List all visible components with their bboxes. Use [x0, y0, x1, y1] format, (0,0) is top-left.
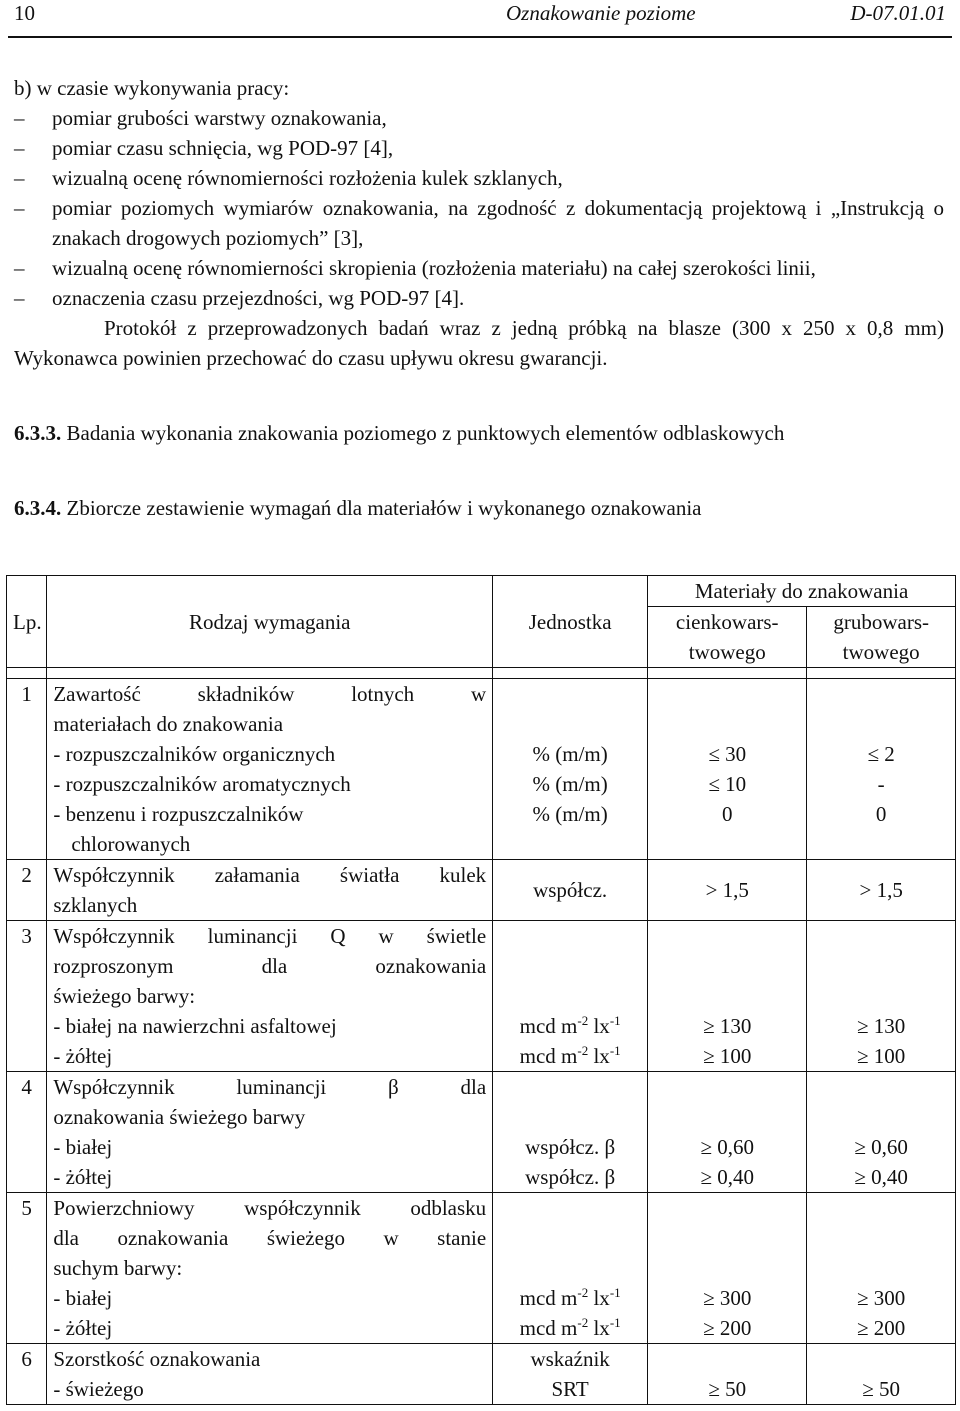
row-requirement: [47, 1344, 493, 1405]
row-thick: [807, 1072, 956, 1193]
list-item: – wizualną ocenę równomierności skropienia (rozłożenia materiału) na całej szerokości linii,: [14, 253, 944, 283]
row-requirement: [47, 1193, 493, 1344]
unit-exp: -1: [609, 1043, 621, 1058]
row-thin: ≥ 50: [648, 1344, 807, 1405]
thin-value: ≥ 0,60: [700, 1135, 754, 1159]
unit-value: [499, 1283, 641, 1313]
table-row: [7, 1072, 956, 1193]
row-unit: [493, 1344, 648, 1405]
unit-base: lx: [588, 1014, 610, 1038]
thick-value: ≥ 0,40: [854, 1165, 908, 1189]
row-thin: > 1,5: [648, 860, 807, 921]
row-lp: 1: [7, 679, 47, 860]
row-title: Współczynnik załamania światła kulek: [53, 863, 487, 887]
unit-exp: -2: [577, 1043, 589, 1058]
unit-value: % (m/m): [532, 742, 608, 766]
page-header: [0, 0, 960, 40]
row-title-cont: materiałach do znakowania: [53, 712, 284, 736]
thin-value: ≥ 100: [703, 1044, 752, 1068]
thick-value: ≥ 300: [857, 1286, 906, 1310]
row-thin: [648, 1072, 807, 1193]
unit-base: mcd m: [519, 1286, 578, 1310]
row-sub: - białej na nawierzchni asfaltowej: [53, 1014, 337, 1038]
unit-base: mcd m: [519, 1044, 578, 1068]
table-row: [7, 921, 956, 1072]
row-sub: - białej: [53, 1135, 113, 1159]
table-row: [7, 1344, 956, 1405]
unit-value: współcz. β: [525, 1165, 616, 1189]
check-list: [14, 103, 944, 313]
row-thick: > 1,5: [807, 860, 956, 921]
header-thin-line1: cienkowars-: [675, 610, 779, 634]
table-row: [7, 860, 956, 921]
row-unit: współcz.: [493, 860, 648, 921]
header-unit: Jednostka: [493, 576, 648, 668]
row-title: Szorstkość oznakowania: [53, 1347, 261, 1371]
unit-value: SRT: [551, 1377, 589, 1401]
thin-value: ≤ 10: [708, 772, 747, 796]
row-title: Zawartość składników lotnych w: [53, 682, 487, 706]
row-sub-cont: chlorowanych: [71, 832, 191, 856]
thin-value: ≥ 130: [703, 1014, 752, 1038]
row-requirement: [47, 679, 493, 860]
list-item: – pomiar czasu schnięcia, wg POD-97 [4],: [14, 133, 944, 163]
row-thick: [807, 1193, 956, 1344]
list-item: – pomiar grubości warstwy oznakowania,: [14, 103, 944, 133]
document-body: [14, 73, 944, 523]
thin-value: ≥ 0,40: [700, 1165, 754, 1189]
row-unit: [493, 921, 648, 1072]
row-thin: [648, 679, 807, 860]
row-thin: [648, 921, 807, 1072]
unit-exp: -2: [577, 1315, 589, 1330]
unit-value: wskaźnik: [530, 1347, 610, 1371]
section-title: Badania wykonania znakowania poziomego z punktowych elementów odblaskowych: [66, 421, 785, 445]
row-title-cont: oznakowania świeżego barwy: [53, 1105, 306, 1129]
thick-value: ≥ 100: [857, 1044, 906, 1068]
thick-value: ≥ 0,60: [854, 1135, 908, 1159]
row-lp: 5: [7, 1193, 47, 1344]
header-thin: [648, 607, 807, 668]
row-title: Współczynnik luminancji Q w świetle: [53, 924, 487, 948]
document-id: D-07.01.01: [850, 1, 946, 25]
header-lp: Lp.: [7, 576, 47, 668]
unit-base: mcd m: [519, 1316, 578, 1340]
unit-value: [499, 1011, 641, 1041]
unit-value: [499, 1313, 641, 1343]
unit-value: [499, 1041, 641, 1071]
header-thick-line2: twowego: [842, 640, 920, 664]
header-thick-line1: grubowars-: [833, 610, 929, 634]
section-number: 6.3.4.: [14, 496, 62, 520]
header-materials: Materiały do znakowania: [648, 576, 956, 607]
unit-value: % (m/m): [532, 802, 608, 826]
unit-value: % (m/m): [532, 772, 608, 796]
page-number: 10: [14, 1, 35, 25]
row-title-cont: rozproszonym dla oznakowania: [53, 954, 487, 978]
section-title: Zbiorcze zestawienie wymagań dla materiałów i wykonanego oznakowania: [66, 496, 702, 520]
unit-exp: -1: [609, 1013, 621, 1028]
row-thick: ≥ 50: [807, 1344, 956, 1405]
thick-value: ≥ 130: [857, 1014, 906, 1038]
thin-value: 0: [721, 802, 733, 826]
row-title-cont: świeżego barwy:: [53, 984, 196, 1008]
section-number: 6.3.3.: [14, 421, 62, 445]
row-lp: 4: [7, 1072, 47, 1193]
document-title: Oznakowanie poziome: [506, 1, 696, 25]
unit-exp: -1: [609, 1315, 621, 1330]
row-requirement: [47, 1072, 493, 1193]
row-lp: 3: [7, 921, 47, 1072]
row-sub: - rozpuszczalników organicznych: [53, 742, 336, 766]
row-requirement: [47, 860, 493, 921]
row-lp: 6: [7, 1344, 47, 1405]
thin-value: ≤ 30: [708, 742, 747, 766]
section-634-heading: [14, 493, 944, 523]
thick-value: -: [877, 772, 885, 796]
header-requirement: Rodzaj wymagania: [47, 576, 493, 668]
row-requirement: [47, 921, 493, 1072]
row-lp: 2: [7, 860, 47, 921]
protocol-paragraph: Protokół z przeprowadzonych badań wraz z jedną próbką na blasze (300 x 250 x 0,8 mm) Wykonawca powinien przechować do czasu upływu okresu gwarancji.: [14, 316, 944, 370]
row-unit: [493, 1193, 648, 1344]
list-item: – pomiar poziomych wymiarów oznakowania, na zgodność z dokumentacją projektową i „Instrukcją o znakach drogowych poziomych” [3],: [14, 193, 944, 253]
thick-value: ≥ 200: [857, 1316, 906, 1340]
list-item: – oznaczenia czasu przejezdności, wg POD-97 [4].: [14, 283, 944, 313]
row-thick: [807, 921, 956, 1072]
unit-base: lx: [588, 1316, 610, 1340]
table-header-row: [7, 576, 956, 607]
row-sub: - benzenu i rozpuszczalników: [53, 802, 304, 826]
unit-base: mcd m: [519, 1014, 578, 1038]
row-title-cont: suchym barwy:: [53, 1256, 183, 1280]
table-row: [7, 679, 956, 860]
row-unit: [493, 679, 648, 860]
requirements-table: [6, 575, 956, 1405]
row-thin: [648, 1193, 807, 1344]
thick-value: ≤ 2: [867, 742, 895, 766]
row-sub: - żółtej: [53, 1044, 113, 1068]
unit-exp: -2: [577, 1013, 589, 1028]
list-item: – wizualną ocenę równomierności rozłożenia kulek szklanych,: [14, 163, 944, 193]
header-thin-line2: twowego: [688, 640, 766, 664]
row-sub: - świeżego: [53, 1377, 144, 1401]
row-sub: - żółtej: [53, 1165, 113, 1189]
unit-exp: -1: [609, 1285, 621, 1300]
unit-base: lx: [588, 1286, 610, 1310]
row-title: Współczynnik luminancji β dla: [53, 1075, 487, 1099]
row-thick: [807, 679, 956, 860]
unit-exp: -2: [577, 1285, 589, 1300]
header-rule: [8, 36, 952, 38]
row-sub: - żółtej: [53, 1316, 113, 1340]
header-thick: [807, 607, 956, 668]
row-title-cont: dla oznakowania świeżego w stanie: [53, 1226, 487, 1250]
section-633-heading: [14, 418, 944, 448]
row-sub: - białej: [53, 1286, 113, 1310]
unit-value: współcz. β: [525, 1135, 616, 1159]
table-spacer: [7, 668, 956, 679]
row-title: Powierzchniowy współczynnik odblasku: [53, 1196, 487, 1220]
row-title-cont: szklanych: [53, 893, 138, 917]
section-b-lead: b) w czasie wykonywania pracy:: [14, 76, 290, 100]
unit-base: lx: [588, 1044, 610, 1068]
row-sub: - rozpuszczalników aromatycznych: [53, 772, 351, 796]
table-row: [7, 1193, 956, 1344]
thin-value: ≥ 300: [703, 1286, 752, 1310]
row-unit: [493, 1072, 648, 1193]
thick-value: 0: [875, 802, 887, 826]
thin-value: ≥ 200: [703, 1316, 752, 1340]
